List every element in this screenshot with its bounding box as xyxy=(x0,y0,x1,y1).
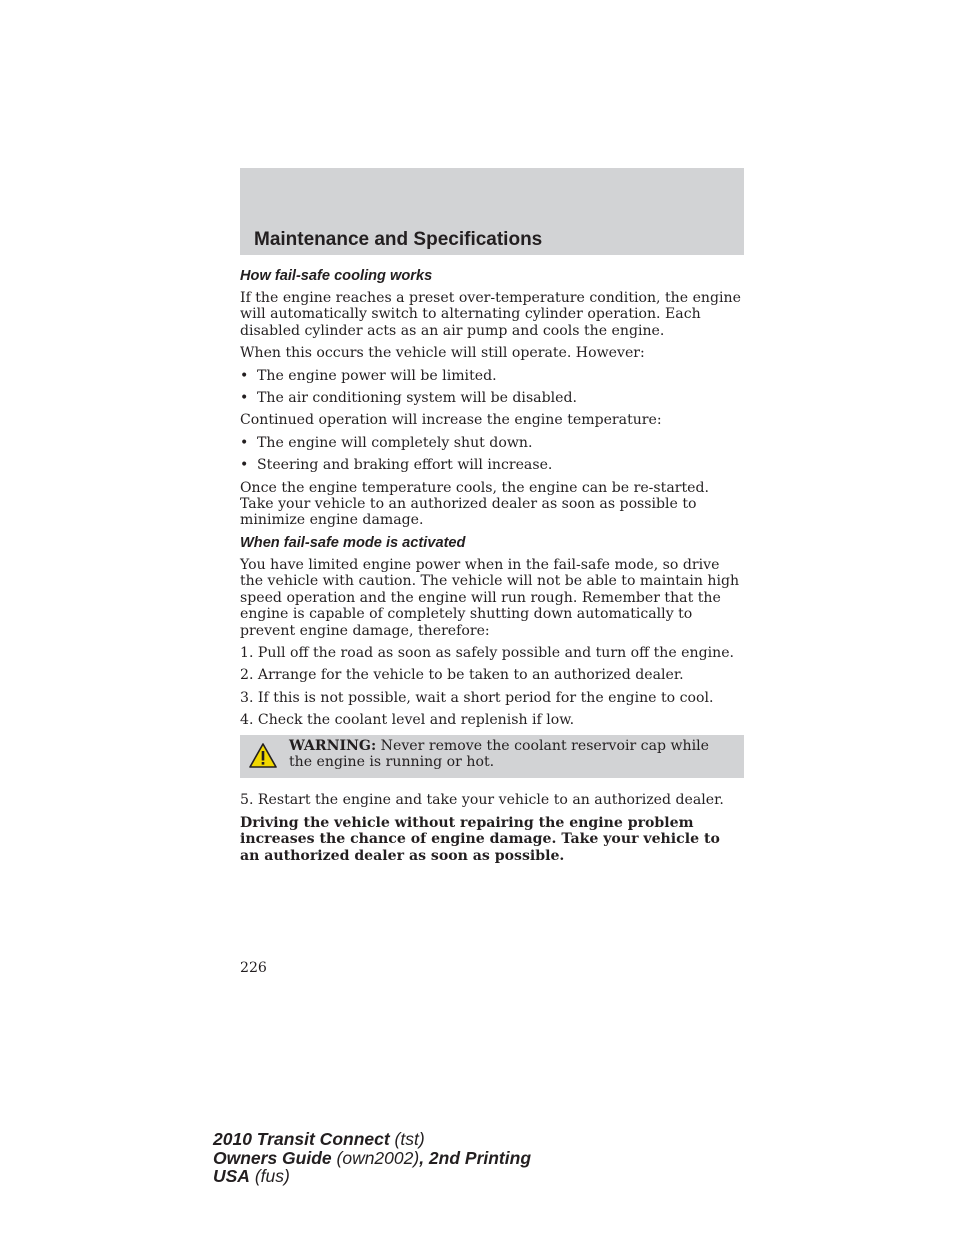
footer-printing: , 2nd Printing xyxy=(419,1147,532,1168)
step-item: 3. If this is not possible, wait a short period for the engine to cool. xyxy=(240,689,714,706)
section-header-band xyxy=(240,168,744,255)
bold-notice: Driving the vehicle without repairing the engine problem increases the chance of engine damage. Take your vehicle to an authorized dealer as soon as possible. xyxy=(240,814,720,864)
paragraph-when-occurs: When this occurs the vehicle will still operate. However: xyxy=(240,345,645,362)
paragraph-intro: If the engine reaches a preset over-temperature condition, the engine will automatically switch to alternating cylinder operation. Each disabled cylinder acts as an air pump and cools the engine. xyxy=(240,290,741,339)
footer-model-code: (tst) xyxy=(389,1129,425,1149)
list-item-text: Steering and braking effort will increase. xyxy=(257,457,553,474)
bullet-icon: • xyxy=(240,434,249,451)
subheading-fail-safe-activated: When fail-safe mode is activated xyxy=(240,534,466,551)
page-content xyxy=(240,267,744,864)
bullet-icon: • xyxy=(240,457,249,474)
bullet-icon: • xyxy=(240,390,249,407)
warning-triangle-icon xyxy=(248,742,278,769)
page-number: 226 xyxy=(240,960,267,976)
document-footer xyxy=(213,1130,531,1186)
footer-guide-code: (own2002) xyxy=(331,1147,420,1168)
warning-box xyxy=(240,735,744,779)
subheading-fail-safe-cooling: How fail-safe cooling works xyxy=(240,268,433,284)
list-item xyxy=(240,435,744,451)
list-item-text: The engine will completely shut down. xyxy=(257,434,533,451)
step-item: 4. Check the coolant level and replenish if low. xyxy=(240,712,575,729)
warning-label: WARNING: xyxy=(289,737,377,754)
section-title: Maintenance and Specifications xyxy=(254,229,543,250)
paragraph-continued: Continued operation will increase the engine temperature: xyxy=(240,412,662,429)
list-item-text: The air conditioning system will be disabled. xyxy=(257,390,577,407)
footer-line-3 xyxy=(213,1167,531,1186)
list-item xyxy=(240,457,744,473)
step-item: 2. Arrange for the vehicle to be taken to an authorized dealer. xyxy=(240,667,684,684)
paragraph-closing: Once the engine temperature cools, the engine can be re-started. Take your vehicle to an authorized dealer as soon as possible to minimize engine damage. xyxy=(240,479,709,529)
paragraph-limited-power: You have limited engine power when in the fail-safe mode, so drive the vehicle with caution. The vehicle will not be able to maintain high speed operation and the engine will run rough. Remember that the engine is capable of completely shutting down automatically to prevent engine damage, therefore: xyxy=(240,556,740,639)
footer-model: 2010 Transit Connect xyxy=(213,1129,390,1149)
list-item xyxy=(240,368,744,384)
list-item xyxy=(240,390,744,406)
step-item: 5. Restart the engine and take your vehicle to an authorized dealer. xyxy=(240,792,724,809)
footer-guide: Owners Guide xyxy=(213,1147,332,1168)
bullet-icon: • xyxy=(240,367,249,384)
footer-line-2 xyxy=(213,1149,531,1168)
step-item: 1. Pull off the road as soon as safely possible and turn off the engine. xyxy=(240,644,735,661)
list-item-text: The engine power will be limited. xyxy=(257,367,497,384)
footer-market: USA xyxy=(213,1166,250,1186)
footer-market-code: (fus) xyxy=(249,1166,290,1186)
footer-line-1 xyxy=(213,1130,531,1149)
warning-text: Never remove the coolant reservoir cap while the engine is running or hot. xyxy=(289,737,709,770)
